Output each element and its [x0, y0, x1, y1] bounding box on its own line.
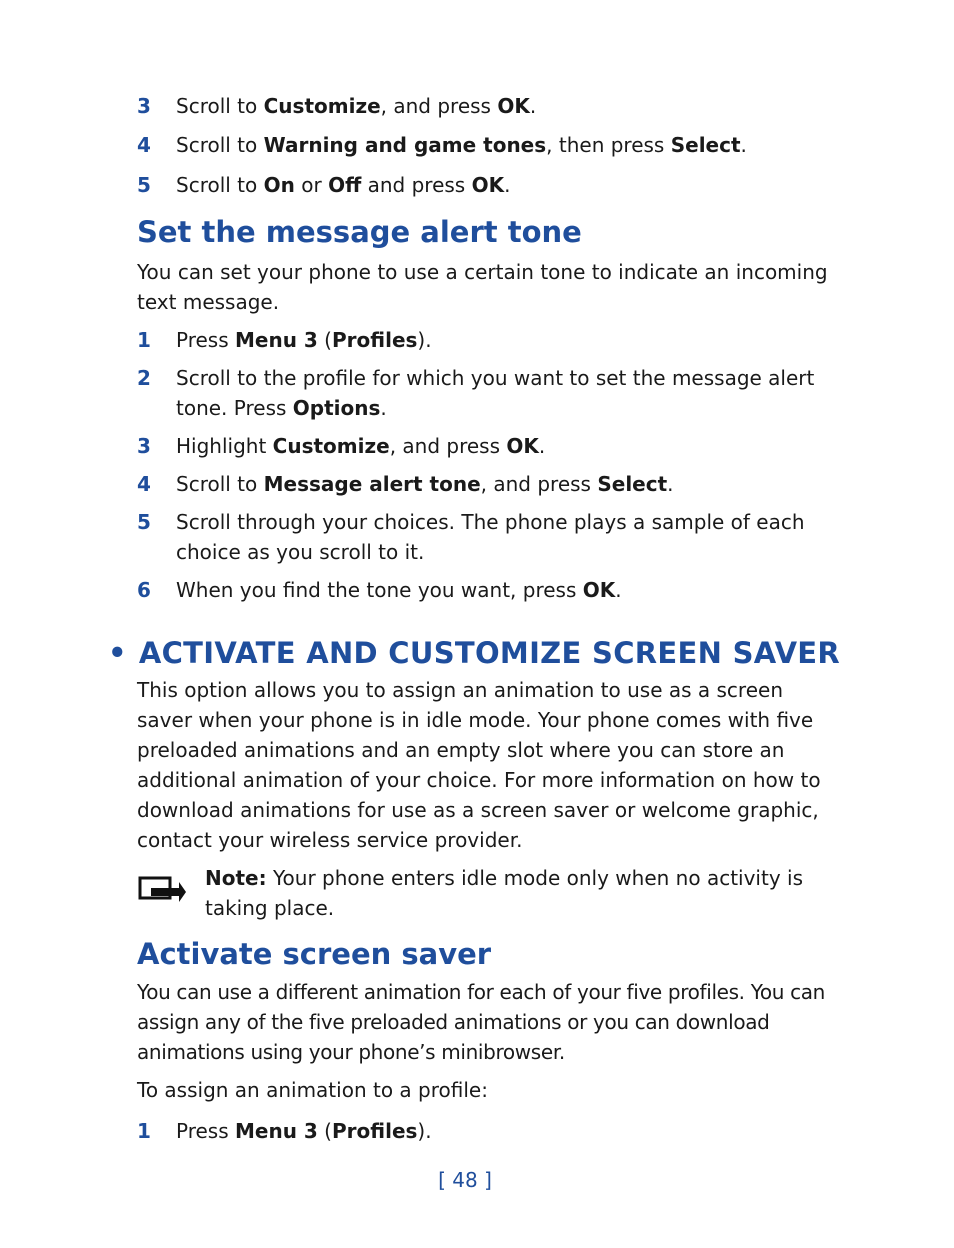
note-body: Your phone enters idle mode only when no activity is taking place. — [205, 866, 803, 920]
section-heading-message-alert: Set the message alert tone — [137, 215, 582, 249]
step-number: 2 — [137, 366, 151, 390]
step-item — [137, 91, 837, 121]
step-item — [137, 325, 837, 355]
emphasis: Options — [292, 396, 381, 420]
section-intro: This option allows you to assign an animation to use as a screen saver when your phone is in idle mode. Your phone comes with five preloaded animations and an empty slot where you can store an additional animation of your choice. For more information on how to download animations for use as a screen saver or welcome graphic, contact your wireless service provider. — [137, 678, 821, 852]
section-intro: You can use a different animation for each of your five profiles. You can assign any of the five preloaded animations or you can download animations using your phone’s minibrowser. — [137, 980, 826, 1064]
step-item — [137, 507, 837, 567]
step-item — [137, 469, 837, 499]
step-number: 6 — [137, 578, 151, 602]
step-text: Scroll to the profile for which you want to set the message alert tone. Press Options. — [176, 366, 815, 420]
step-number: 5 — [137, 510, 151, 534]
emphasis: Warning and game tones — [263, 133, 547, 157]
emphasis: OK — [497, 94, 530, 118]
emphasis: Message alert tone — [263, 472, 481, 496]
note-text — [205, 863, 825, 923]
step-text: Scroll to Message alert tone, and press Select. — [176, 472, 674, 496]
step-text: Scroll through your choices. The phone plays a sample of each choice as you scroll to it. — [176, 510, 805, 564]
emphasis: OK — [582, 578, 616, 602]
emphasis: Customize — [263, 94, 381, 118]
section-lead: To assign an animation to a profile: — [137, 1078, 488, 1102]
emphasis: On — [263, 173, 295, 197]
emphasis: Menu 3 — [235, 1119, 318, 1143]
step-item — [137, 363, 837, 423]
step-number: 1 — [137, 328, 151, 352]
step-text: Press Menu 3 (Profiles). — [176, 1119, 432, 1143]
note-label: Note: — [205, 866, 267, 890]
step-number: 5 — [137, 173, 151, 197]
emphasis: Profiles — [332, 328, 418, 352]
step-text: Scroll to Warning and game tones, then press Select. — [176, 133, 747, 157]
emphasis: OK — [471, 173, 505, 197]
step-text: When you find the tone you want, press OK. — [176, 578, 622, 602]
step-number: 4 — [137, 472, 151, 496]
step-item — [137, 575, 837, 605]
page-number: [ 48 ] — [438, 1168, 492, 1192]
step-text: Press Menu 3 (Profiles). — [176, 328, 432, 352]
section-heading-screen-saver — [108, 636, 840, 670]
step-item — [137, 431, 837, 461]
note-arrow-icon — [137, 873, 187, 907]
heading-text: ACTIVATE AND CUSTOMIZE SCREEN SAVER — [138, 636, 841, 670]
step-text: Scroll to On or Off and press OK. — [176, 173, 511, 197]
step-number: 1 — [137, 1119, 151, 1143]
emphasis: Select — [597, 472, 668, 496]
section-intro: You can set your phone to use a certain tone to indicate an incoming text message. — [137, 260, 828, 314]
emphasis: Select — [670, 133, 741, 157]
step-text: Scroll to Customize, and press OK. — [176, 94, 537, 118]
bullet: • — [108, 636, 127, 670]
emphasis: Customize — [272, 434, 390, 458]
step-number: 3 — [137, 94, 151, 118]
section-heading-activate: Activate screen saver — [137, 937, 492, 971]
emphasis: Off — [328, 173, 362, 197]
emphasis: Menu 3 — [235, 328, 318, 352]
step-number: 3 — [137, 434, 151, 458]
step-text: Highlight Customize, and press OK. — [176, 434, 546, 458]
emphasis: Profiles — [332, 1119, 418, 1143]
emphasis: OK — [506, 434, 539, 458]
step-item — [137, 130, 837, 160]
step-item — [137, 170, 837, 200]
step-item — [137, 1116, 837, 1146]
step-number: 4 — [137, 133, 151, 157]
